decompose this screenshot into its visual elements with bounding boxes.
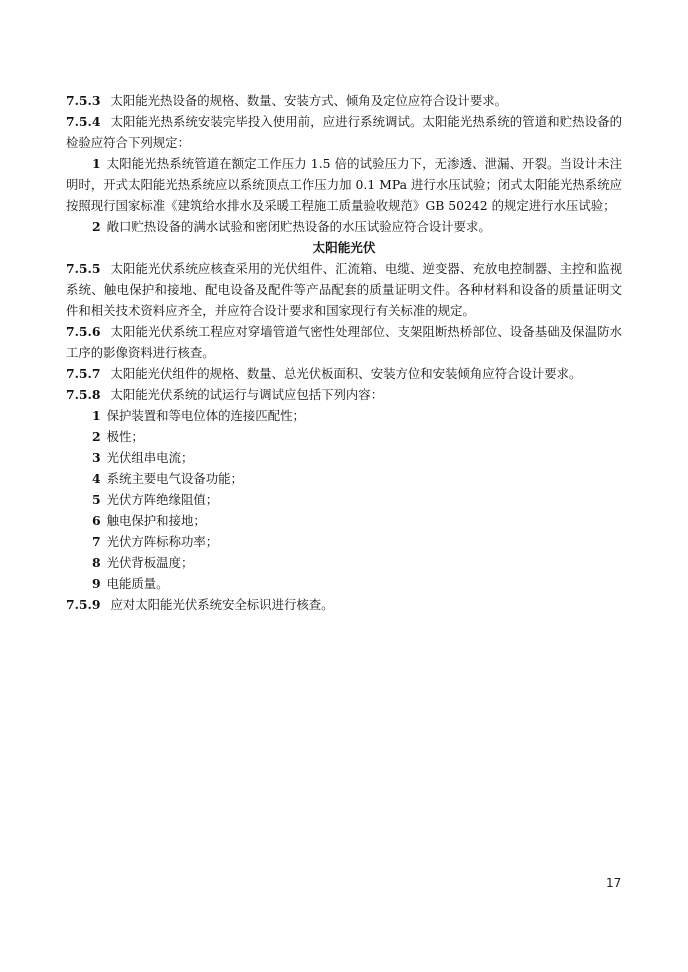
clause-number: 7.5.7: [66, 366, 101, 381]
clause-number: 7.5.8: [66, 387, 101, 402]
item-text: 电能质量。: [106, 576, 169, 591]
clause-number: 7.5.6: [66, 324, 101, 339]
clause-7-5-4-item-2: [66, 216, 622, 237]
clause-number: 7.5.5: [66, 261, 101, 276]
clause-text: 太阳能光伏系统工程应对穿墙管道气密性处理部位、支架阻断热桥部位、设备基础及保温防水工序的影像资料进行核查。: [66, 324, 622, 360]
item-text: 保护装置和等电位体的连接匹配性；: [106, 408, 305, 423]
item-text: 敞口贮热设备的满水试验和密闭贮热设备的水压试验应符合设计要求。: [106, 219, 491, 234]
clause-text: 太阳能光伏系统的试运行与调试应包括下列内容：: [110, 387, 384, 402]
clause-7-5-6: [66, 321, 622, 363]
item-text: 极性；: [106, 429, 144, 444]
item-number: 7: [92, 534, 101, 549]
clause-7-5-9: [66, 594, 622, 615]
clause-7-5-8: [66, 384, 622, 405]
item-number: 5: [92, 492, 101, 507]
list-item: [66, 573, 622, 594]
item-text: 光伏组串电流；: [106, 450, 194, 465]
item-number: 3: [92, 450, 101, 465]
clause-7-5-5: [66, 258, 622, 321]
clause-text: 太阳能光伏组件的规格、数量、总光伏板面积、安装方位和安装倾角应符合设计要求。: [110, 366, 582, 381]
list-item: [66, 468, 622, 489]
item-number: 2: [92, 219, 101, 234]
item-text: 光伏方阵标称功率；: [106, 534, 219, 549]
item-number: 1: [92, 156, 101, 171]
clause-7-5-4-item-1: [66, 153, 622, 216]
list-item: [66, 531, 622, 552]
list-item: [66, 426, 622, 447]
item-text: 触电保护和接地；: [106, 513, 206, 528]
list-item: [66, 510, 622, 531]
item-number: 9: [92, 576, 101, 591]
item-number: 2: [92, 429, 101, 444]
clause-text: 应对太阳能光伏系统安全标识进行核查。: [110, 597, 334, 612]
item-text: 系统主要电气设备功能；: [106, 471, 243, 486]
page-number: 17: [606, 876, 622, 890]
section-heading: 太阳能光伏: [312, 240, 376, 255]
list-item: [66, 552, 622, 573]
item-text: 太阳能光热系统管道在额定工作压力 1.5 倍的试验压力下，无渗透、泄漏、开裂。当设计未注明时，开式太阳能光热系统应以系统顶点工作压力加 0.1 MPa 进行水压试验；闭式太阳能光热系统应按照现行国家标准《建筑给水排水及采暖工程施工质量验收规范》GB 50242 的规定进行水压试验；: [66, 156, 622, 213]
clause-number: 7.5.9: [66, 597, 101, 612]
clause-text: 太阳能光伏系统应核查采用的光伏组件、汇流箱、电缆、逆变器、充放电控制器、主控和监视系统、触电保护和接地、配电设备及配件等产品配套的质量证明文件。各种材料和设备的质量证明文件和相关技术资料应齐全，并应符合设计要求和国家现行有关标准的规定。: [66, 261, 622, 318]
clause-7-5-4: [66, 111, 622, 153]
item-number: 6: [92, 513, 101, 528]
clause-7-5-7: [66, 363, 622, 384]
item-text: 光伏方阵绝缘阻值；: [106, 492, 219, 507]
list-item: [66, 447, 622, 468]
item-number: 1: [92, 408, 101, 423]
item-number: 4: [92, 471, 101, 486]
clause-number: 7.5.4: [66, 114, 101, 129]
clause-text: 太阳能光热系统安装完毕投入使用前，应进行系统调试。太阳能光热系统的管道和贮热设备的检验应符合下列规定：: [66, 114, 622, 150]
clause-number: 7.5.3: [66, 93, 101, 108]
list-item: [66, 405, 622, 426]
item-number: 8: [92, 555, 101, 570]
list-item: [66, 489, 622, 510]
document-body: [66, 90, 622, 615]
clause-7-5-3: [66, 90, 622, 111]
item-text: 光伏背板温度；: [106, 555, 194, 570]
clause-text: 太阳能光热设备的规格、数量、安装方式、倾角及定位应符合设计要求。: [110, 93, 507, 108]
